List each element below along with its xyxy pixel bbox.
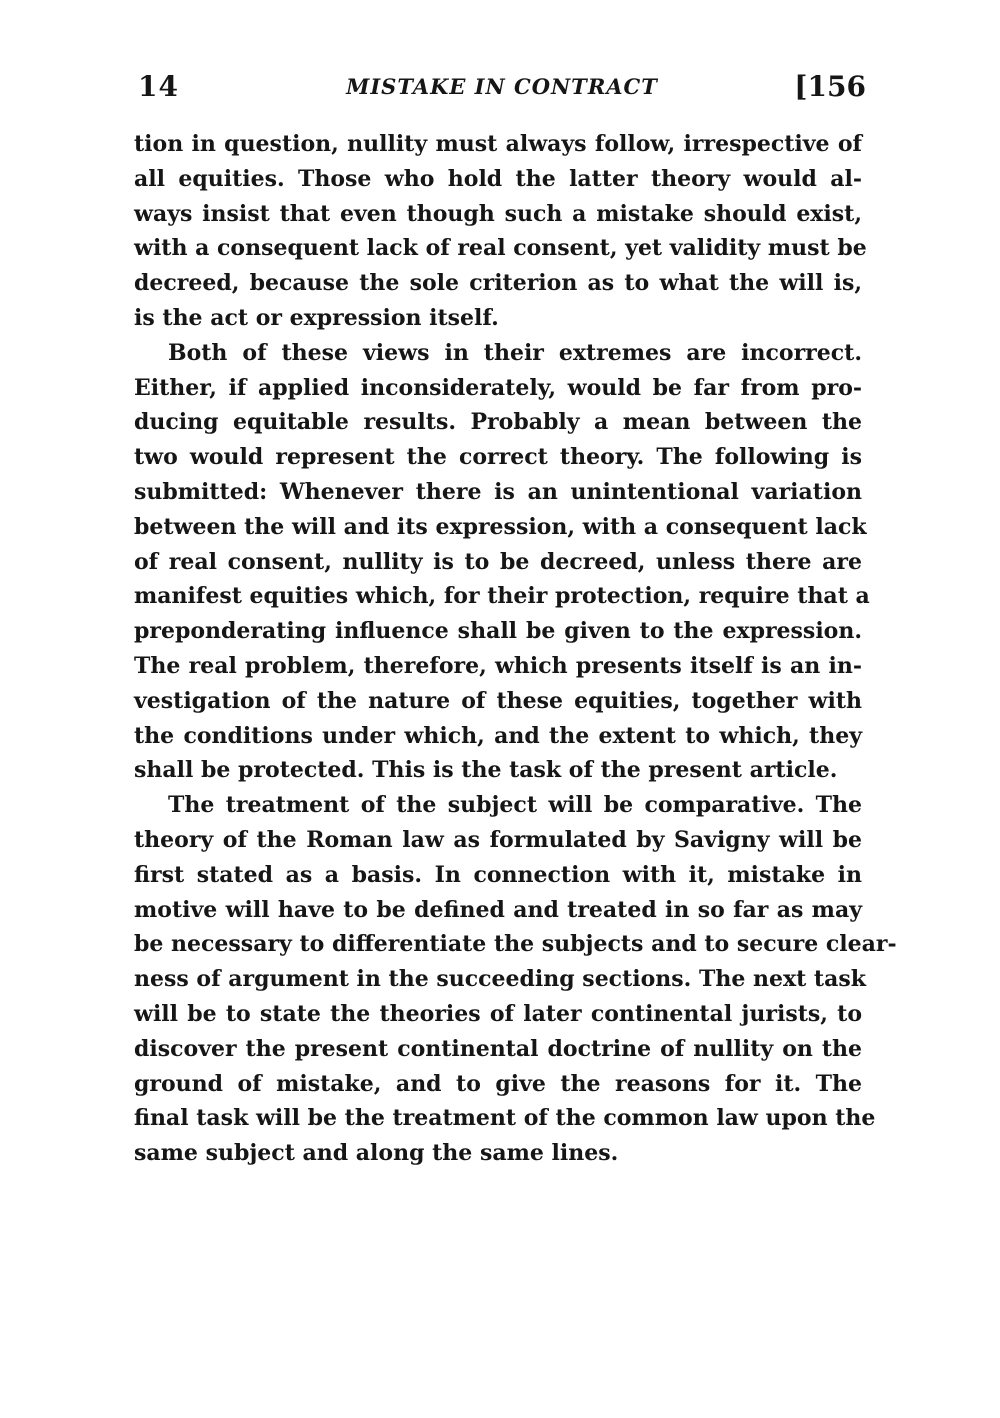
text-line: two would represent the correct theory. The following is bbox=[134, 444, 862, 471]
text-line: final task will be the treatment of the common law upon the bbox=[134, 1105, 876, 1132]
text-line: Either, if applied inconsiderately, would be far from pro- bbox=[134, 374, 862, 401]
paragraph bbox=[134, 127, 867, 336]
paragraph bbox=[134, 788, 897, 1171]
text-line: ness of argument in the succeeding sections. The next task bbox=[134, 966, 866, 993]
running-title: MISTAKE IN CONTRACT bbox=[346, 74, 658, 99]
text-line: decreed, because the sole criterion as to what the will is, bbox=[134, 270, 862, 297]
paragraph bbox=[134, 336, 870, 788]
text-line: of real consent, nullity is to be decreed, unless there are bbox=[134, 548, 862, 575]
text-line: submitted: Whenever there is an unintentional variation bbox=[134, 478, 862, 505]
text-line: vestigation of the nature of these equities, together with bbox=[134, 687, 862, 714]
text-line: The treatment of the subject will be comparative. The bbox=[168, 792, 862, 819]
text-line: manifest equities which, for their protection, require that a bbox=[134, 583, 870, 610]
text-line: motive will have to be defined and treated in so far as may bbox=[134, 896, 862, 923]
text-line: ducing equitable results. Probably a mean between the bbox=[134, 409, 862, 436]
text-line: preponderating influence shall be given to the expression. bbox=[134, 618, 862, 645]
text-line: the conditions under which, and the extent to which, they bbox=[134, 722, 862, 749]
text-line: be necessary to differentiate the subjects and to secure clear- bbox=[134, 931, 897, 958]
body-text bbox=[134, 127, 897, 1171]
text-line: first stated as a basis. In connection with it, mistake in bbox=[134, 861, 862, 888]
text-line: all equities. Those who hold the latter theory would al- bbox=[134, 165, 862, 192]
text-line: ways insist that even though such a mistake should exist, bbox=[134, 200, 862, 227]
text-line: discover the present continental doctrine of nullity on the bbox=[134, 1035, 862, 1062]
text-line: is the act or expression itself. bbox=[134, 304, 499, 331]
text-line: The real problem, therefore, which presents itself is an in- bbox=[134, 652, 862, 679]
text-line: between the will and its expression, with a consequent lack bbox=[134, 513, 867, 540]
text-line: ground of mistake, and to give the reasons for it. The bbox=[134, 1070, 862, 1097]
page-number: 14 bbox=[138, 70, 179, 103]
text-line: shall be protected. This is the task of the present article. bbox=[134, 757, 838, 784]
text-line: Both of these views in their extremes are incorrect. bbox=[168, 339, 862, 366]
text-line: theory of the Roman law as formulated by Savigny will be bbox=[134, 826, 862, 853]
section-reference: [156 bbox=[794, 70, 866, 103]
text-line: with a consequent lack of real consent, yet validity must be bbox=[134, 235, 867, 262]
page-header bbox=[138, 70, 866, 110]
text-line: will be to state the theories of later continental jurists, to bbox=[134, 1000, 862, 1027]
text-line: same subject and along the same lines. bbox=[134, 1140, 619, 1167]
text-line: tion in question, nullity must always follow, irrespective of bbox=[134, 131, 862, 157]
